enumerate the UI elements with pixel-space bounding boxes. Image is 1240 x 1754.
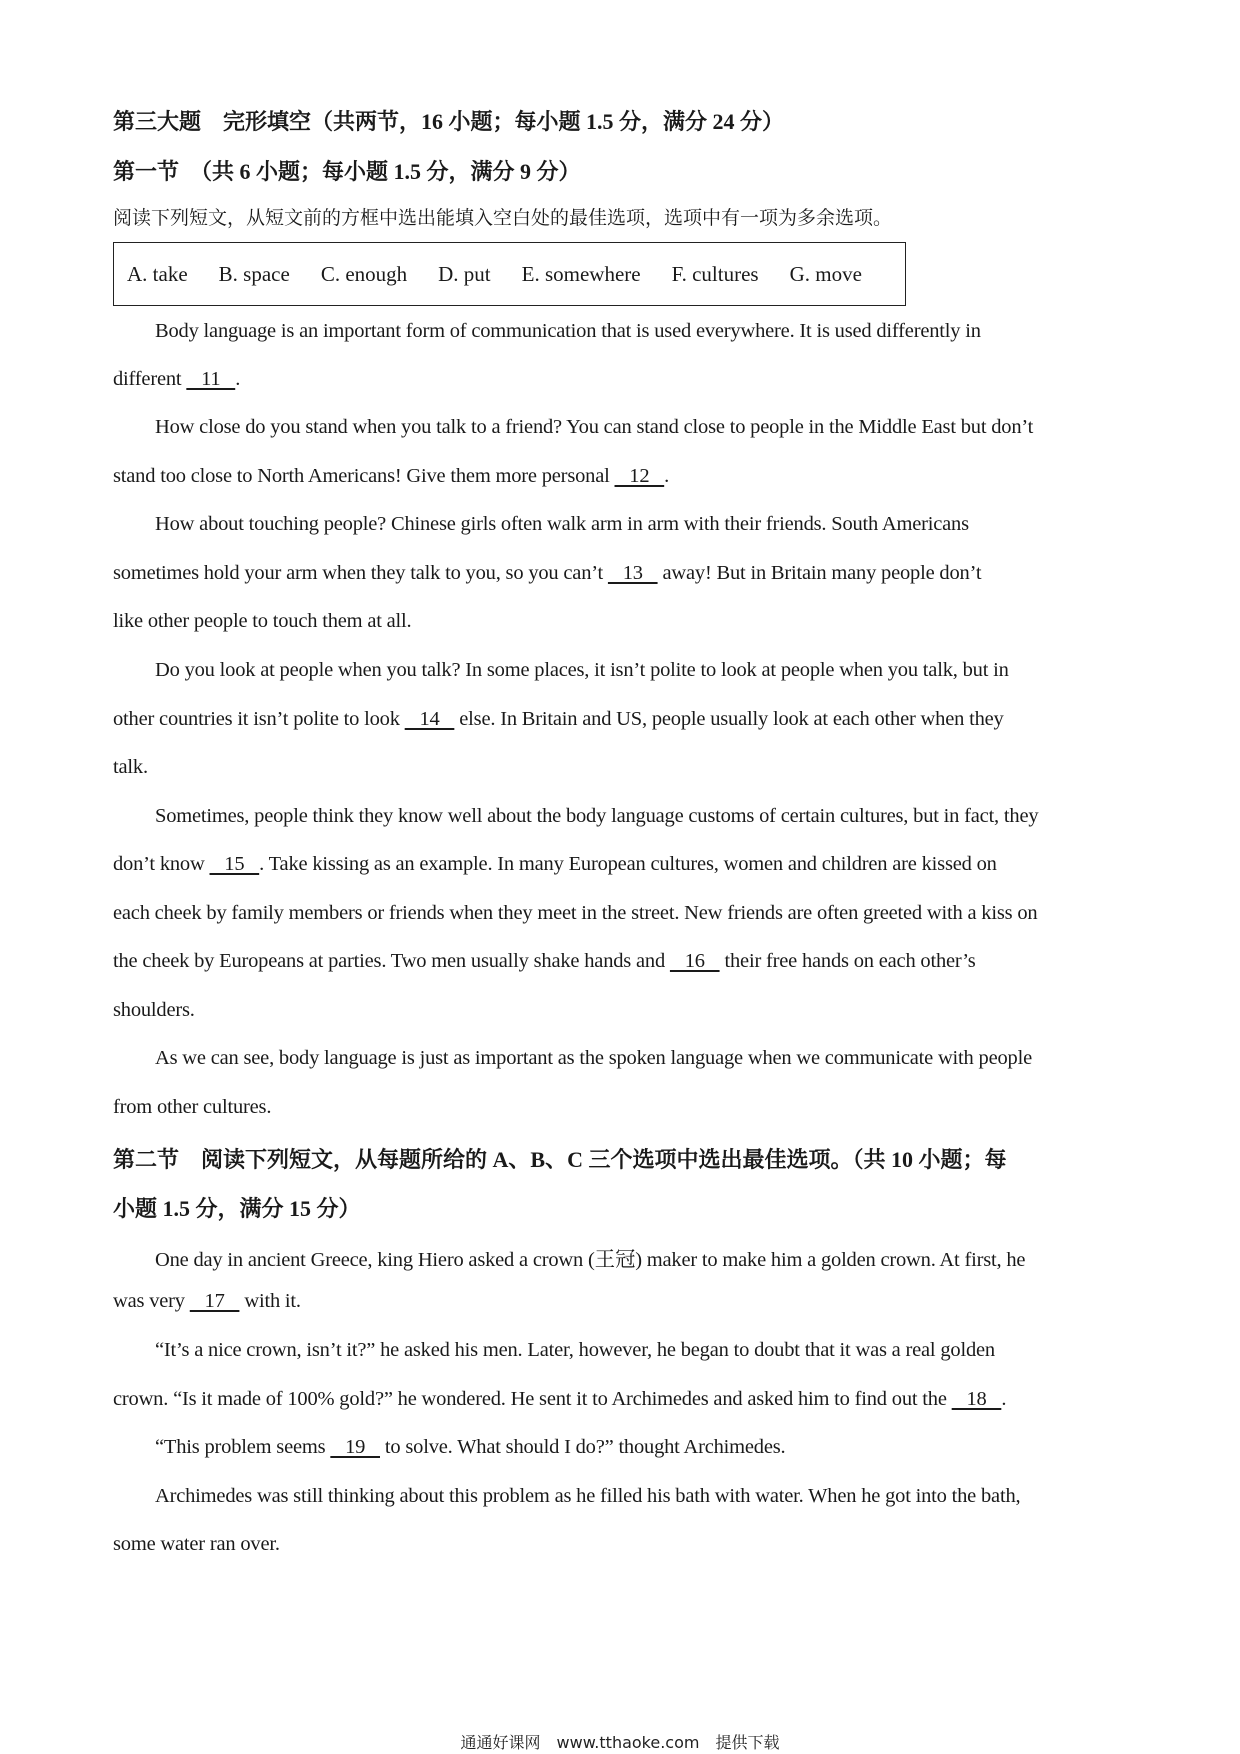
passage1-line: How about touching people? Chinese girls often walk arm in arm with their friends. South Americans bbox=[155, 513, 969, 535]
page-footer: 通通好课网 www.tthaoke.com 提供下载 bbox=[460, 1733, 780, 1752]
passage1-line bbox=[113, 465, 669, 488]
passage1-line: shoulders. bbox=[113, 999, 195, 1021]
text-segment: . Take kissing as an example. In many European cultures, women and children are kissed on bbox=[259, 853, 997, 875]
option-a: A. take bbox=[127, 261, 188, 286]
text-segment: to solve. What should I do?” thought Archimedes. bbox=[380, 1436, 786, 1458]
passage1-line: like other people to touch them at all. bbox=[113, 610, 412, 632]
option-g: G. move bbox=[789, 261, 862, 286]
part1-title: 第一节 （共 6 小题；每小题 1.5 分，满分 9 分） bbox=[113, 159, 581, 184]
blank-19: 19 bbox=[330, 1436, 380, 1458]
blank-17: 17 bbox=[189, 1290, 240, 1312]
option-d: D. put bbox=[438, 261, 491, 286]
text-segment: their free hands on each other’s bbox=[719, 950, 976, 972]
passage1-line bbox=[113, 562, 981, 585]
blank-16: 16 bbox=[669, 950, 720, 972]
passage1-line: talk. bbox=[113, 756, 148, 778]
option-f: F. cultures bbox=[671, 261, 759, 286]
options-box bbox=[113, 242, 906, 306]
text-segment: . bbox=[1001, 1388, 1007, 1410]
part2-title-line1: 第二节 阅读下列短文，从每题所给的 A、B、C 三个选项中选出最佳选项。（共 10 小题；每 bbox=[113, 1147, 1007, 1172]
blank-13: 13 bbox=[607, 562, 658, 584]
text-segment: the cheek by Europeans at parties. Two men usually shake hands and bbox=[113, 950, 670, 972]
option-c: C. enough bbox=[320, 261, 408, 286]
text-segment: stand too close to North Americans! Give them more personal bbox=[113, 465, 615, 487]
part1-instruction: 阅读下列短文，从短文前的方框中选出能填入空白处的最佳选项，选项中有一项为多余选项。 bbox=[113, 208, 893, 229]
option-e: E. somewhere bbox=[521, 261, 641, 286]
text-segment: don’t know bbox=[113, 853, 210, 875]
passage1-line: Sometimes, people think they know well about the body language customs of certain cultures, but in fact, they bbox=[155, 805, 1039, 827]
passage1-line: each cheek by family members or friends when they meet in the street. New friends are often greeted with a kiss on bbox=[113, 902, 1038, 924]
passage2-line: “It’s a nice crown, isn’t it?” he asked his men. Later, however, he began to doubt that it was a real golden bbox=[155, 1339, 995, 1361]
blank-11: 11 bbox=[186, 368, 236, 390]
text-segment: other countries it isn’t polite to look bbox=[113, 708, 405, 730]
passage1-line bbox=[113, 950, 976, 973]
option-b: B. space bbox=[218, 261, 290, 286]
text-segment: crown. “Is it made of 100% gold?” he wondered. He sent it to Archimedes and asked him to find out the bbox=[113, 1388, 952, 1410]
text-segment: . bbox=[235, 368, 241, 390]
text-segment: with it. bbox=[239, 1290, 301, 1312]
passage2-line: One day in ancient Greece, king Hiero asked a crown (王冠) maker to make him a golden crown. At first, he bbox=[155, 1249, 1026, 1271]
section3-title: 第三大题 完形填空（共两节，16 小题；每小题 1.5 分，满分 24 分） bbox=[113, 109, 785, 134]
blank-14: 14 bbox=[404, 708, 455, 730]
text-segment: was very bbox=[113, 1290, 190, 1312]
blank-18: 18 bbox=[951, 1388, 1002, 1410]
text-segment: else. In Britain and US, people usually look at each other when they bbox=[454, 708, 1004, 730]
text-segment: sometimes hold your arm when they talk to you, so you can’t bbox=[113, 562, 608, 584]
passage1-line: Body language is an important form of communication that is used everywhere. It is used differently in bbox=[155, 320, 981, 342]
passage2-line: some water ran over. bbox=[113, 1533, 280, 1555]
passage1-line bbox=[113, 708, 1004, 731]
blank-15: 15 bbox=[209, 853, 260, 875]
text-segment: “This problem seems bbox=[155, 1436, 331, 1458]
blank-12: 12 bbox=[614, 465, 665, 487]
passage2-line bbox=[113, 1388, 1006, 1411]
passage1-line: Do you look at people when you talk? In some places, it isn’t polite to look at people when you talk, but in bbox=[155, 659, 1009, 681]
passage2-line: Archimedes was still thinking about this problem as he filled his bath with water. When he got into the bath, bbox=[155, 1485, 1021, 1507]
text-segment: different bbox=[113, 368, 187, 390]
part2-title-line2: 小题 1.5 分，满分 15 分） bbox=[113, 1196, 361, 1221]
passage1-line bbox=[113, 853, 997, 876]
passage1-line: from other cultures. bbox=[113, 1096, 272, 1118]
text-segment: away! But in Britain many people don’t bbox=[657, 562, 982, 584]
text-segment: . bbox=[664, 465, 670, 487]
passage2-line bbox=[155, 1436, 785, 1459]
passage2-line bbox=[113, 1290, 301, 1313]
passage1-line: How close do you stand when you talk to a friend? You can stand close to people in the Middle East but don’t bbox=[155, 416, 1034, 438]
passage1-line: As we can see, body language is just as important as the spoken language when we communicate with people bbox=[155, 1047, 1032, 1069]
passage1-line bbox=[113, 368, 240, 391]
